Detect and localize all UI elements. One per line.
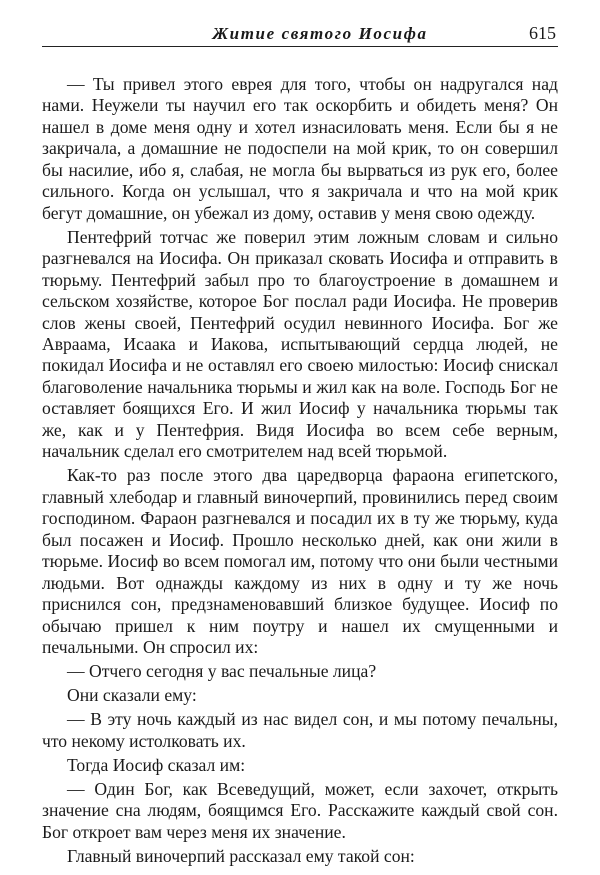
dialogue-line: — Один Бог, как Всеведущий, может, если захочет, открыть значение сна людям, боящимся Его. Расскажите каждый свой сон. Бог откроет вам через меня их значение.	[42, 778, 558, 842]
paragraph: Они сказали ему:	[67, 685, 197, 706]
running-title: Житие святого Иосифа	[212, 24, 428, 43]
paragraph: — Ты привел этого еврея для того, чтобы он надругался над нами. Неужели ты научил его так оскорбить и обидеть меня? Он нашел в доме меня одну и хотел изнасиловать меня. Если бы я не закричала, а домашние не подоспели на мой крик, то он совершил бы насилие, ибо я, слабая, не могла бы вырваться из рук его, более сильного. Когда он услышал, что я закричала и что на мой крик бегут домашние, он убежал из дому, оставив у меня свою одежду.	[42, 74, 558, 223]
paragraph: Тогда Иосиф сказал им:	[67, 754, 246, 775]
dialogue-line: — Отчего сегодня у вас печальные лица?	[67, 661, 377, 682]
paragraph: Пентефрий тотчас же поверил этим ложным словам и сильно разгневался на Иосифа. Он приказал сковать Иосифа и отправить в тюрьму. Пентефрий забыл про то благоустроение в домашнем и сельском хозяйстве, которое Бог послал ради Иосифа. Не проверив слов жены своей, Пентефрий осудил невинного Иосифа. Бог же Авраама, Исаака и Иакова, испытывающий сердца людей, не покидал Иосифа и не оставлял его своею милостью: Иосиф снискал благоволение начальника тюрьмы и жил как на воле. Господь Бог не оставляет боящихся Его. И жил Иосиф у начальника тюрьмы так же, как и у Пентефрия. Видя Иосифа во всем себе верным, начальник сделал его смотрителем над всей тюрьмой.	[42, 226, 558, 462]
paragraph: Главный виночерпий рассказал ему такой сон:	[67, 845, 415, 866]
page-header	[42, 22, 558, 47]
page-number: 615	[529, 23, 556, 43]
paragraph: Как-то раз после этого два царедворца фараона египетского, главный хлебодар и главный виночерпий, провинились перед своим господином. Фараон разгневался и посадил их в ту же тюрьму, куда был посажен и Иосиф. Прошло несколько дней, как они жили в тюрьме. Иосиф во всем помогал им, потому что они были честными людьми. Вот однажды каждому из них в одну и ту же ночь приснился сон, предзнаменовавший близкое будущее. Иосиф по обычаю пришел к ним поутру и нашел их смущенными и печальными. Он спросил их:	[42, 465, 558, 657]
dialogue-line: — В эту ночь каждый из нас видел сон, и мы потому печальны, что некому истолковать их.	[42, 709, 558, 751]
body-text	[42, 74, 558, 870]
